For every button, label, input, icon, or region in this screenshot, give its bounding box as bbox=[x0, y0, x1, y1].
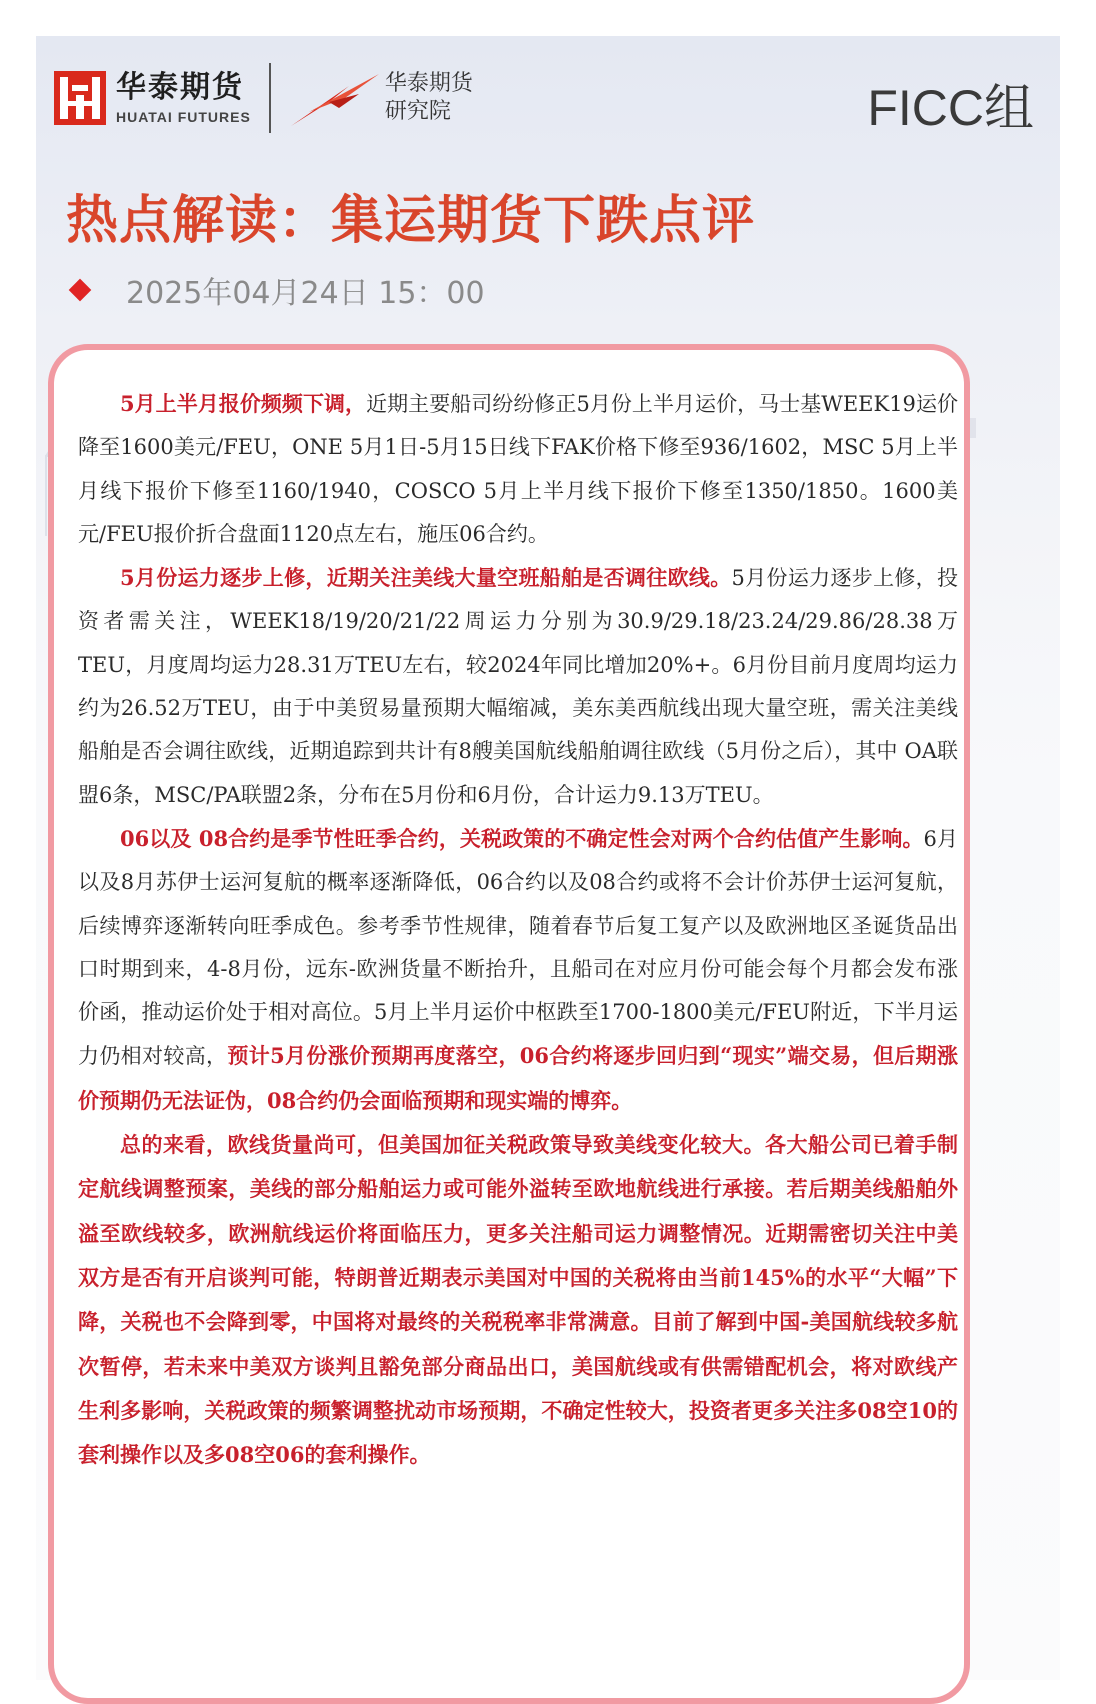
team-label: FICC组 bbox=[867, 80, 1034, 136]
paragraph-highlight: 06以及 08合约是季节性旺季合约，关税政策的不确定性会对两个合约估值产生影响。 bbox=[120, 825, 924, 851]
red-diamond-bullet-icon bbox=[69, 279, 92, 302]
logo-english-name: HUATAI FUTURES bbox=[116, 109, 251, 125]
paragraph-text: 5月份运力逐步上修，投资者需关注，WEEK18/19/20/21/22周运力分别为30.9/29.18/23.24/29.86/28.38万TEU，月度周均运力28.31万TEU左右，较2024年同比增加20%+。6月份目前月度周均运力约为26.52万TEU，由于中美贸易量预期大幅缩减，美东美西航线出现大量空班，需关注美线船舶是否会调往欧线，近期追踪到共计有8艘美国航线船舶调往欧线（5月份之后），其中 OA联盟6条，MSC/PA联盟2条，分布在5月份和6月份，合计运力9.13万TEU。 bbox=[78, 566, 958, 807]
paragraph-text: 近期主要船司纷纷修正5月份上半月运价，马士基WEEK19运价降至1600美元/FEU，ONE 5月1日-5月15日线下FAK价格下修至936/1602，MSC 5月上半月线下报价下修至1160/1940，COSCO 5月上半月线下报价下修至1350/1850。1600美元/FEU报价折合盘面1120点左右，施压06合约。 bbox=[78, 392, 958, 546]
institute-name-line2: 研究院 bbox=[384, 99, 451, 124]
logo-divider bbox=[269, 63, 271, 133]
huatai-logo-icon bbox=[54, 71, 106, 125]
paragraph-highlight: 5月上半月报价频频下调， bbox=[120, 391, 367, 416]
page-title: 热点解读：集运期货下跌点评 bbox=[66, 191, 756, 251]
paragraph bbox=[78, 817, 958, 1123]
header-logos bbox=[54, 58, 473, 138]
date-row bbox=[64, 268, 485, 312]
paragraph bbox=[78, 556, 958, 817]
paragraph-text: 6月以及8月苏伊士运河复航的概率逐渐降低，06合约以及08合约或将不会计价苏伊士运河复航，后续博弈逐渐转向旺季成色。参考季节性规律，随着春节后复工复产以及欧洲地区圣诞货品出口时期到来，4-8月份，远东-欧洲货量不断抬升，且船司在对应月份可能会每个月都会发布涨价函，推动运价处于相对高位。5月上半月运价中枢跌至1700-1800美元/FEU附近，下半月运力仍相对较高， bbox=[78, 826, 958, 1069]
paragraph bbox=[78, 1123, 958, 1477]
publish-datetime: 2025年04月24日 15：00 bbox=[126, 276, 485, 311]
logo-chinese-name: 华泰期货 bbox=[116, 70, 244, 105]
paragraph-highlight: 总的来看，欧线货量尚可，但美国加征关税政策导致美线变化较大。各大船公司已着手制定航线调整预案，美线的部分船舶运力或可能外溢转至欧地航线进行承接。若后期美线船舶外溢至欧线较多，欧洲航线运价将面临压力，更多关注船司运力调整情况。近期需密切关注中美双方是否有开启谈判可能，特朗普近期表示美国对中国的关税将由当前145%的水平“大幅”下降，关税也不会降到零，中国将对最终的关税税率非常满意。目前了解到中国-美国航线较多航次暂停，若未来中美双方谈判且豁免部分商品出口，美国航线或有供需错配机会，将对欧线产生利多影响，关税政策的频繁调整扰动市场预期，不确定性较大，投资者更多关注多08空10的套利操作以及多08空06的套利操作。 bbox=[78, 1132, 958, 1468]
institute-name-line1: 华泰期货 bbox=[384, 71, 473, 96]
paragraph-highlight-tail: 预计5月份涨价预期再度落空，06合约将逐步回归到“现实”端交易，但后期涨价预期仍无法证伪，08合约仍会面临预期和现实端的博弈。 bbox=[78, 1043, 958, 1113]
paragraph bbox=[78, 382, 958, 556]
article-body bbox=[78, 382, 958, 1477]
paragraph-highlight: 5月份运力逐步上修，近期关注美线大量空班船舶是否调往欧线。 bbox=[120, 565, 732, 591]
institute-bird-logo-icon bbox=[289, 68, 381, 128]
